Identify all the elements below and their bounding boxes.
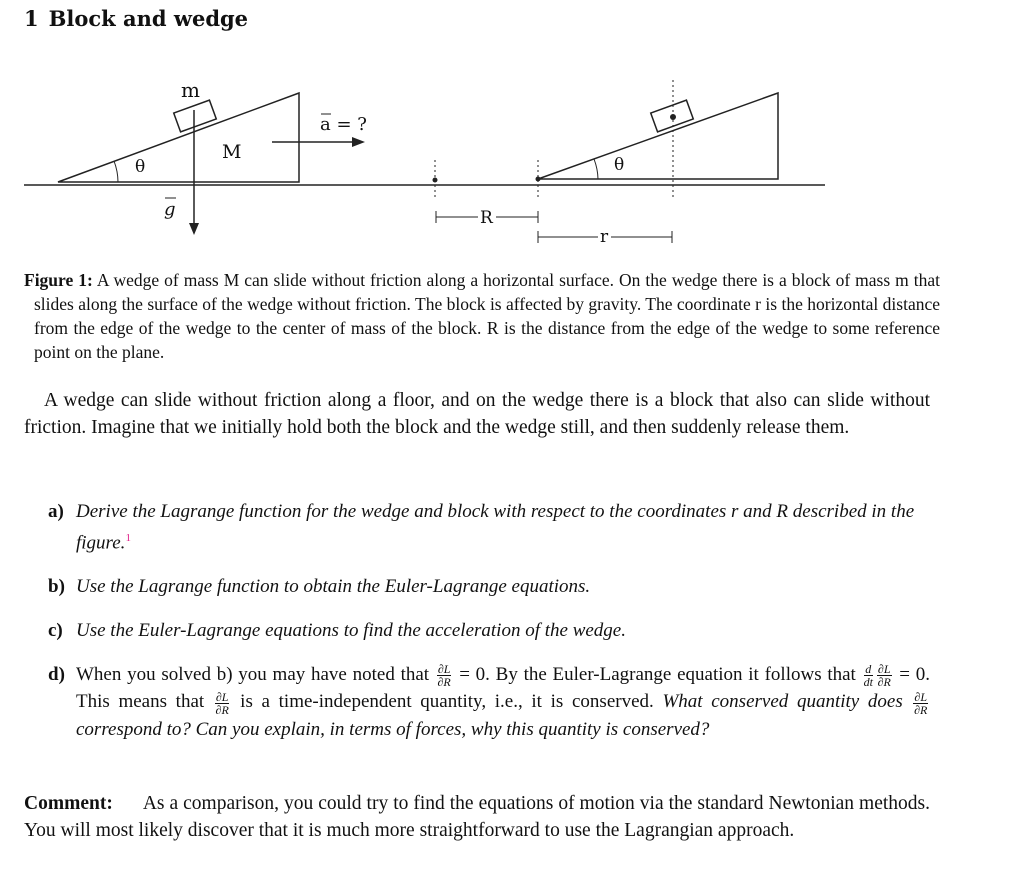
theta-right-label: θ [614, 155, 625, 175]
wedge-right [538, 93, 778, 179]
figure-caption [24, 268, 940, 364]
mass-m-label: m [181, 78, 200, 102]
question-b [48, 573, 930, 600]
question-b-label: b) [48, 576, 65, 598]
partial-L-partial-R-2: $\frac{\partial L}{\partial R}$ [877, 662, 891, 690]
R-label: R [480, 208, 493, 228]
g-vector-label: g [164, 199, 176, 220]
acceleration-label: a = ? [320, 114, 367, 135]
question-c [48, 617, 930, 644]
partial-L-partial-R-1: $\frac{\partial L}{\partial R}$ [437, 662, 451, 690]
mass-M-label: M [222, 141, 242, 163]
section-title-text: Block and wedge [48, 6, 249, 31]
partial-L-partial-R-4: $\frac{\partial L}{\partial R}$ [914, 689, 928, 717]
gravity-arrowhead [189, 223, 199, 235]
question-a-label: a) [48, 501, 64, 522]
question-d-text-2: = 0. By the Euler-Lagrange equation it follows that [459, 664, 856, 686]
block-left [174, 100, 217, 132]
section-number: 1 [24, 6, 39, 31]
r-label: r [600, 227, 609, 247]
intro-paragraph: A wedge can slide without friction along a floor, and on the wedge there is a block that also can slide without friction. Imagine that we initially hold both the block and the wedge still, and then suddenly release them. [24, 390, 930, 438]
question-c-text: Use the Euler-Lagrange equations to find the acceleration of the wedge. [76, 620, 626, 642]
question-list [48, 498, 930, 760]
theta-left-label: θ [135, 157, 146, 177]
question-d-text-1: When you solved b) you may have noted that [76, 664, 430, 686]
caption-text: A wedge of mass M can slide without friction along a horizontal surface. On the wedge there is a block of mass m that slides along the surface of the wedge without friction. The block is affected by gravity. The coordinate r is the horizontal distance from the edge of the wedge to the center of mass of the block. R is the distance from the edge of the wedge to some reference point on the plane. [34, 270, 940, 362]
section-title [24, 6, 248, 31]
wedge-left [58, 93, 299, 182]
comment-text: As a comparison, you could try to find the equations of motion via the standard Newtonian methods. You will most likely discover that it is much more straightforward to use the Lagrangian approach. [24, 793, 930, 841]
question-d-text-5: What conserved quantity does [662, 691, 903, 713]
question-a [48, 498, 930, 556]
acceleration-arrowhead [352, 137, 365, 147]
question-b-text: Use the Lagrange function to obtain the Euler-Lagrange equations. [76, 576, 591, 598]
question-d-text-6: correspond to? Can you explain, in terms of forces, why this quantity is conserved? [76, 718, 710, 740]
reference-point [433, 178, 438, 183]
caption-label: Figure 1: [24, 270, 93, 290]
comment-label: Comment: [24, 793, 113, 814]
footnote-marker[interactable]: 1 [125, 532, 131, 544]
partial-L-partial-R-3: $\frac{\partial L}{\partial R}$ [215, 689, 229, 717]
comment-paragraph [24, 790, 930, 844]
figure-block-and-wedge [0, 60, 1024, 260]
question-c-label: c) [48, 620, 63, 642]
angle-arc-right [594, 159, 598, 179]
question-d-label: d) [48, 664, 65, 686]
question-d-text-3: = 0. This means that [76, 664, 930, 713]
angle-arc-left [114, 161, 118, 182]
question-a-text: Derive the Lagrange function for the wedge and block with respect to the coordinates r and R described in the figure. [76, 501, 915, 554]
question-d [48, 661, 930, 742]
question-d-text-4: is a time-independent quantity, i.e., it is conserved. [240, 691, 654, 713]
d-dt-fraction: $\frac{d}{dt}$ [863, 662, 873, 690]
